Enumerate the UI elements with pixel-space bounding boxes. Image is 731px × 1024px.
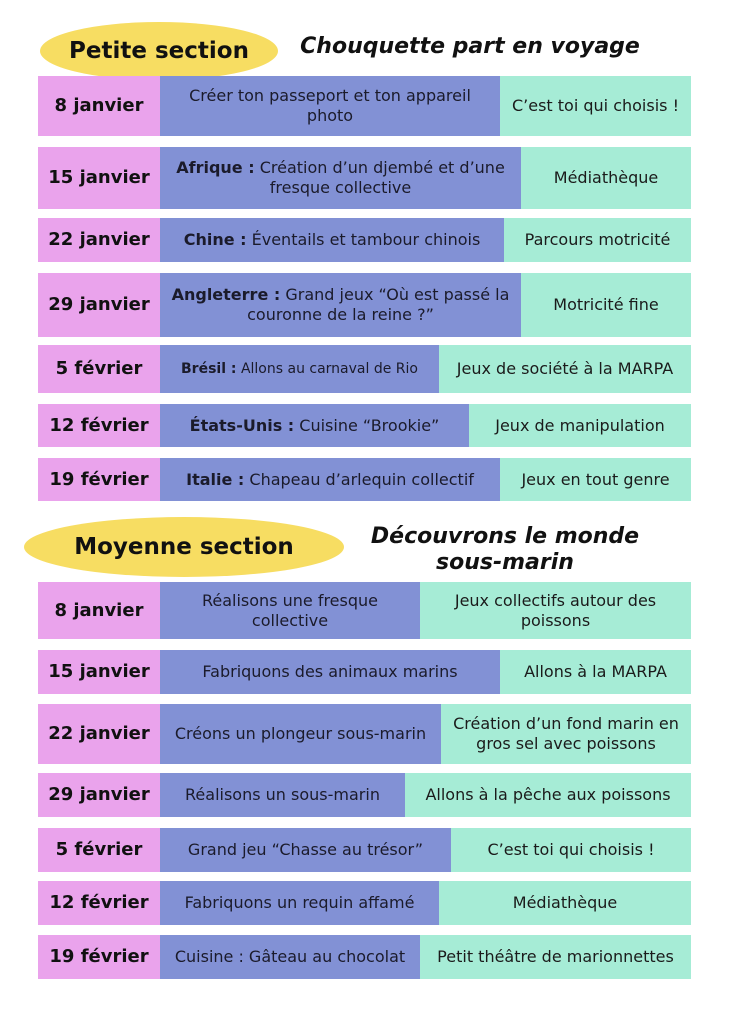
activity-cell <box>160 147 521 209</box>
schedule-row <box>38 881 691 925</box>
date-cell: 15 janvier <box>38 650 160 694</box>
secondary-activity-cell: Jeux de manipulation <box>469 404 691 447</box>
country-label: Afrique : <box>176 158 255 177</box>
activity-text: Chapeau d’arlequin collectif <box>249 469 474 489</box>
schedule-row <box>38 773 691 817</box>
country-label: Italie : <box>186 469 245 489</box>
secondary-activity-cell: C’est toi qui choisis ! <box>500 76 691 136</box>
activity-cell <box>160 273 521 337</box>
country-label: États-Unis : <box>189 415 295 435</box>
date-cell: 8 janvier <box>38 582 160 639</box>
section-label: Moyenne section <box>74 534 294 560</box>
schedule-row <box>38 704 691 764</box>
schedule-row <box>38 582 691 639</box>
date-cell: 8 janvier <box>38 76 160 136</box>
activity-cell: Fabriquons un requin affamé <box>160 881 439 925</box>
activity-text: Créer ton passeport et ton appareil photo <box>189 86 471 125</box>
activity-text: Allons au carnaval de Rio <box>240 361 418 377</box>
activity-text: Cuisine “Brookie” <box>299 415 440 435</box>
schedule-row <box>38 650 691 694</box>
schedule-row <box>38 76 691 136</box>
section-badge-moyenne <box>24 517 344 577</box>
country-label: Chine : <box>183 230 247 249</box>
secondary-activity-cell: Parcours motricité <box>504 218 691 262</box>
activity-cell: Réalisons un sous-marin <box>160 773 405 817</box>
schedule-row <box>38 828 691 872</box>
activity-cell: Cuisine : Gâteau au chocolat <box>160 935 420 979</box>
date-cell: 12 février <box>38 881 160 925</box>
secondary-activity-cell: Allons à la pêche aux poissons <box>405 773 691 817</box>
activity-cell <box>160 76 500 136</box>
country-label: Brésil : <box>181 361 237 377</box>
secondary-activity-cell: Jeux collectifs autour des poissons <box>420 582 691 639</box>
date-cell: 12 février <box>38 404 160 447</box>
activity-text: Éventails et tambour chinois <box>251 230 481 249</box>
secondary-activity-cell: Petit théâtre de marionnettes <box>420 935 691 979</box>
date-cell: 29 janvier <box>38 773 160 817</box>
schedule-row <box>38 935 691 979</box>
date-cell: 5 février <box>38 828 160 872</box>
activity-cell <box>160 218 504 262</box>
activity-cell: Créons un plongeur sous-marin <box>160 704 441 764</box>
activity-cell <box>160 345 439 393</box>
schedule-row <box>38 218 691 262</box>
section-label: Petite section <box>69 38 249 64</box>
secondary-activity-cell: Motricité fine <box>521 273 691 337</box>
secondary-activity-cell: C’est toi qui choisis ! <box>451 828 691 872</box>
activity-text: Création d’un djembé et d’une fresque collective <box>259 158 505 197</box>
section-badge-petite <box>40 22 278 80</box>
schedule-row <box>38 458 691 501</box>
activity-cell: Fabriquons des animaux marins <box>160 650 500 694</box>
schedule-row <box>38 273 691 337</box>
secondary-activity-cell: Allons à la MARPA <box>500 650 691 694</box>
secondary-activity-cell: Médiathèque <box>521 147 691 209</box>
date-cell: 22 janvier <box>38 704 160 764</box>
date-cell: 19 février <box>38 935 160 979</box>
schedule-row <box>38 404 691 447</box>
activity-cell <box>160 458 500 501</box>
date-cell: 5 février <box>38 345 160 393</box>
secondary-activity-cell: Création d’un fond marin en gros sel avec poissons <box>441 704 691 764</box>
country-label: Angleterre : <box>171 285 281 304</box>
schedule-row <box>38 345 691 393</box>
date-cell: 29 janvier <box>38 273 160 337</box>
activity-cell <box>160 404 469 447</box>
date-cell: 22 janvier <box>38 218 160 262</box>
section-theme-petite: Chouquette part en voyage <box>300 34 640 59</box>
activity-text: Grand jeux “Où est passé la couronne de la reine ?” <box>247 285 510 324</box>
section-theme-moyenne: Découvrons le monde sous-marin <box>370 524 640 575</box>
secondary-activity-cell: Jeux en tout genre <box>500 458 691 501</box>
secondary-activity-cell: Médiathèque <box>439 881 691 925</box>
date-cell: 15 janvier <box>38 147 160 209</box>
activity-cell: Réalisons une fresque collective <box>160 582 420 639</box>
date-cell: 19 février <box>38 458 160 501</box>
schedule-row <box>38 147 691 209</box>
activity-cell: Grand jeu “Chasse au trésor” <box>160 828 451 872</box>
secondary-activity-cell: Jeux de société à la MARPA <box>439 345 691 393</box>
